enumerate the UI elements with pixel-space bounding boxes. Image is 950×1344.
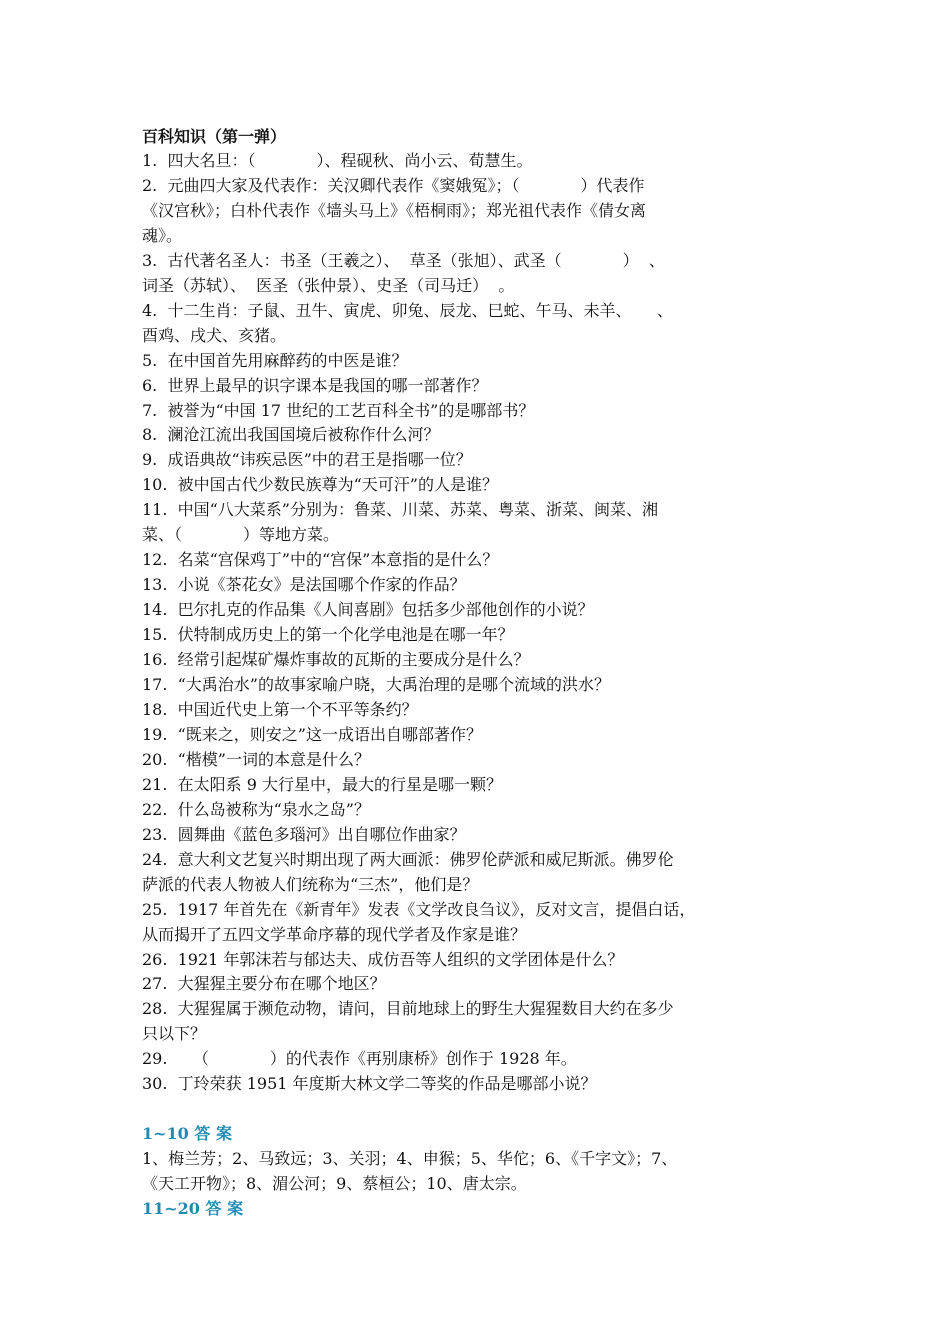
text-line: 15. 伏特制成历史上的第一个化学电池是在哪一年？	[142, 625, 514, 645]
answers-1-10-heading: 1~10 答 案	[142, 1124, 232, 1144]
text-line: 5. 在中国首先用麻醉药的中医是谁？	[142, 350, 408, 370]
text-line: 16. 经常引起煤矿爆炸事故的瓦斯的主要成分是什么？	[142, 650, 530, 670]
text-line: 12. 名菜“宫保鸡丁”中的“宫保”本意指的是什么？	[142, 550, 499, 570]
answer-line: 《天工开物》；8、湄公河；9、蔡桓公；10、唐太宗。	[142, 1174, 527, 1194]
text-line: 21. 在太阳系 9 大行星中，最大的行星是哪一颗？	[142, 774, 502, 794]
question-list	[142, 149, 802, 1097]
text-line: 菜、（ ）等地方菜。	[142, 525, 340, 545]
text-line: 14. 巴尔扎克的作品集《人间喜剧》包括多少部他创作的小说？	[142, 600, 594, 620]
text-line: 萨派的代表人物被人们统称为“三杰”，他们是？	[142, 874, 479, 894]
text-line: 18. 中国近代史上第一个不平等条约？	[142, 699, 418, 719]
text-line: 11. 中国“八大菜系”分别为：鲁菜、川菜、苏菜、粤菜、浙菜、闽菜、湘	[142, 500, 658, 520]
answers-11-20-heading: 11~20 答 案	[142, 1199, 244, 1219]
text-line: 13. 小说《茶花女》是法国哪个作家的作品？	[142, 575, 466, 595]
text-line: 酉鸡、戌犬、亥猪。	[142, 325, 287, 345]
text-line: 22. 什么岛被称为“泉水之岛”？	[142, 799, 370, 819]
text-line: 27. 大猩猩主要分布在哪个地区？	[142, 974, 386, 994]
text-line: 词圣（苏轼）、 医圣（张仲景）、史圣（司马迁） 。	[142, 275, 515, 295]
text-line: 《汉宫秋》；白朴代表作《墙头马上》《梧桐雨》；郑光祖代表作《倩女离	[142, 200, 647, 220]
document-title: 百科知识（第一弹）	[142, 127, 287, 146]
text-line: 29. （ ）的代表作《再别康桥》创作于 1928 年。	[142, 1049, 577, 1069]
text-line: 9. 成语典故“讳疾忌医”中的君王是指哪一位？	[142, 450, 472, 470]
text-line: 7. 被誉为“中国 17 世纪的工艺百科全书”的是哪部书？	[142, 400, 535, 420]
text-line: 从而揭开了五四文学革命序幕的现代学者及作家是谁？	[142, 924, 527, 944]
text-line: 10. 被中国古代少数民族尊为“天可汗”的人是谁？	[142, 475, 498, 495]
text-line: 2. 元曲四大家及代表作：关汉卿代表作《窦娥冤》；（ ）代表作	[142, 175, 645, 195]
text-line: 28. 大猩猩属于濒危动物，请问，目前地球上的野生大猩猩数目大约在多少	[142, 999, 674, 1019]
text-line: 只以下？	[142, 1024, 207, 1044]
text-line: 魂》。	[142, 225, 183, 245]
spacer	[142, 1097, 802, 1122]
document-page	[142, 125, 802, 1222]
text-line: 4. 十二生肖：子鼠、丑牛、寅虎、卯兔、辰龙、巳蛇、午马、未羊、 、	[142, 300, 673, 320]
text-line: 6. 世界上最早的识字课本是我国的哪一部著作？	[142, 375, 488, 395]
text-line: 30. 丁玲荣获 1951 年度斯大林文学二等奖的作品是哪部小说？	[142, 1074, 597, 1094]
text-line: 17. “大禹治水”的故事家喻户晓，大禹治理的是哪个流域的洪水？	[142, 675, 610, 695]
text-line: 3. 古代著名圣人：书圣（王羲之）、 草圣（张旭）、武圣（ ） 、	[142, 250, 665, 270]
text-line: 8. 澜沧江流出我国国境后被称作什么河？	[142, 425, 440, 445]
answer-line: 1、梅兰芳；2、马致远；3、关羽；4、申猴；5、华佗；6、《千字文》；7、	[142, 1149, 678, 1169]
text-line: 20. “楷模”一词的本意是什么？	[142, 749, 370, 769]
text-line: 1. 四大名旦：（ ）、程砚秋、尚小云、荀慧生。	[142, 151, 533, 170]
text-line: 25. 1917 年首先在《新青年》发表《文学改良刍议》，反对文言，提倡白话，	[142, 899, 696, 919]
text-line: 24. 意大利文艺复兴时期出现了两大画派：佛罗伦萨派和威尼斯派。佛罗伦	[142, 849, 674, 869]
text-line: 19. “既来之，则安之”这一成语出自哪部著作？	[142, 724, 482, 744]
text-line: 23. 圆舞曲《蓝色多瑙河》出自哪位作曲家？	[142, 824, 466, 844]
text-line: 26. 1921 年郭沫若与郁达夫、成仿吾等人组织的文学团体是什么？	[142, 949, 624, 969]
